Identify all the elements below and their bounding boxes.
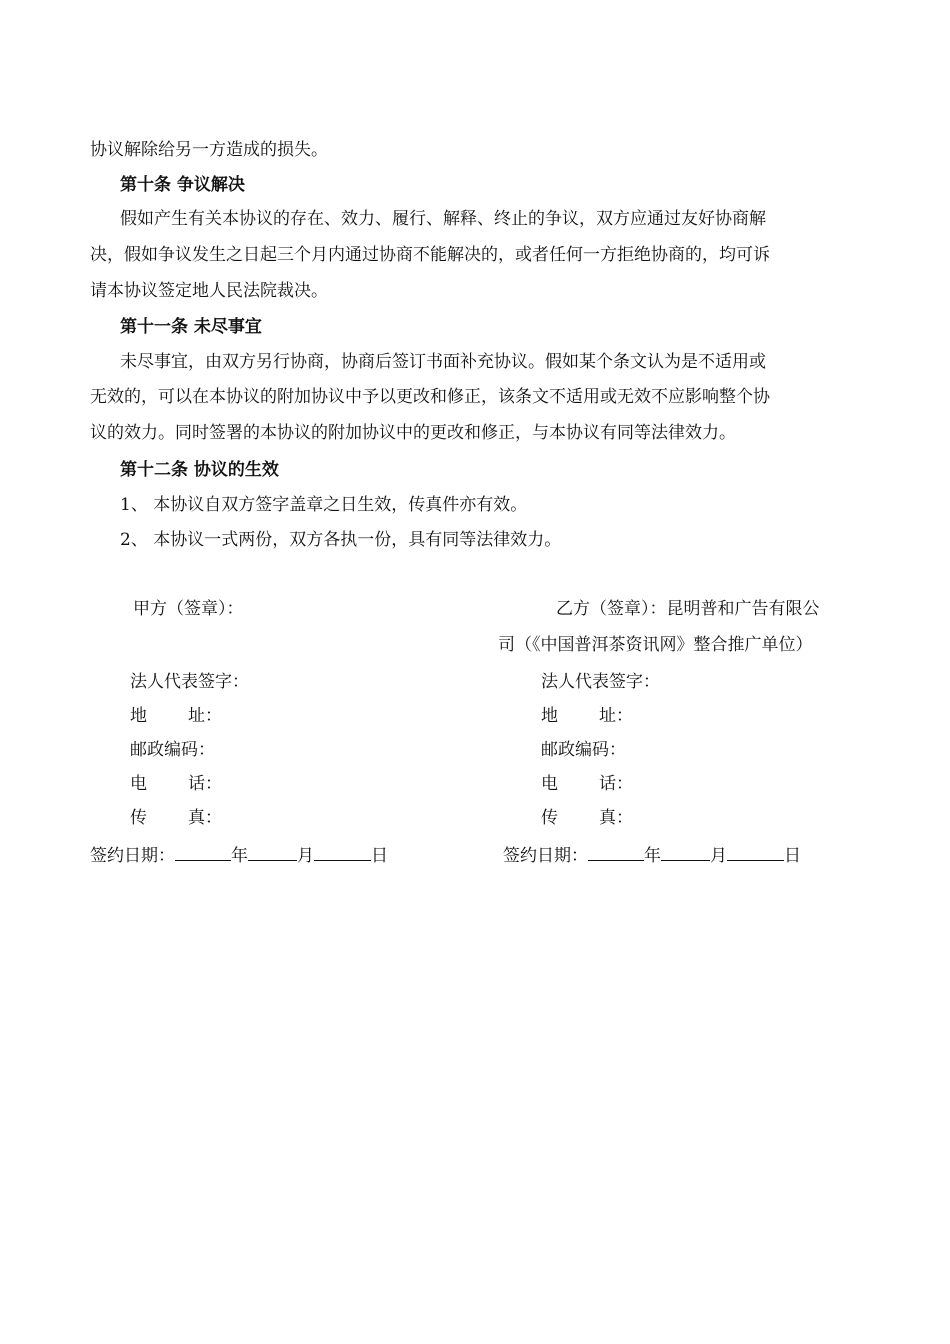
party-a-rep-label: 法人代表签字： [130,672,249,692]
article-10-line: 请本协议签定地人民法院裁决。 [90,281,328,301]
article-10-heading: 第十条 争议解决 [120,175,245,195]
party-a-tel-label: 电 话： [130,774,222,794]
party-b-date-line: 签约日期： 年 月 日 [503,842,801,868]
day-blank[interactable] [727,842,784,861]
article-11-line: 无效的，可以在本协议的附加协议中予以更改和修正，该条文不适用或无效不应影响整个协 [90,387,770,407]
paragraph-continuation: 协议解除给另一方造成的损失。 [90,140,328,160]
month-blank[interactable] [248,842,297,861]
article-10-line: 假如产生有关本协议的存在、效力、履行、解释、终止的争议，双方应通过友好协商解 [120,209,766,229]
party-b-title: 乙方（签章）：昆明普和广告有限公 [556,599,820,619]
party-b-title-cont: 司（《中国普洱茶资讯网》整合推广单位） [498,635,813,655]
year-blank[interactable] [175,842,231,861]
party-b-tel-label: 电 话： [541,774,633,794]
party-b-fax-label: 传 真： [541,808,633,828]
article-12-item: 1、 本协议自双方签字盖章之日生效，传真件亦有效。 [120,495,528,515]
party-a-fax-label: 传 真： [130,808,222,828]
article-12-heading: 第十二条 协议的生效 [120,460,279,480]
article-11-line: 未尽事宜，由双方另行协商，协商后签订书面补充协议。假如某个条文认为是不适用或 [120,352,766,372]
article-10-line: 决，假如争议发生之日起三个月内通过协商不能解决的，或者任何一方拒绝协商的，均可诉 [90,245,770,265]
article-11-heading: 第十一条 未尽事宜 [120,317,262,337]
year-blank[interactable] [588,842,644,861]
party-a-address-label: 地 址： [130,706,222,726]
article-12-item: 2、 本协议一式两份，双方各执一份，具有同等法律效力。 [120,530,562,550]
party-a-title: 甲方（签章）： [133,599,244,619]
party-a-date-line: 签约日期： 年 月 日 [90,842,388,868]
party-a-zip-label: 邮政编码： [130,740,215,760]
party-b-rep-label: 法人代表签字： [541,672,660,692]
party-b-zip-label: 邮政编码： [541,740,626,760]
article-11-line: 议的效力。同时签署的本协议的附加协议中的更改和修正，与本协议有同等法律效力。 [90,423,736,443]
party-b-address-label: 地 址： [541,706,633,726]
day-blank[interactable] [314,842,371,861]
month-blank[interactable] [661,842,710,861]
